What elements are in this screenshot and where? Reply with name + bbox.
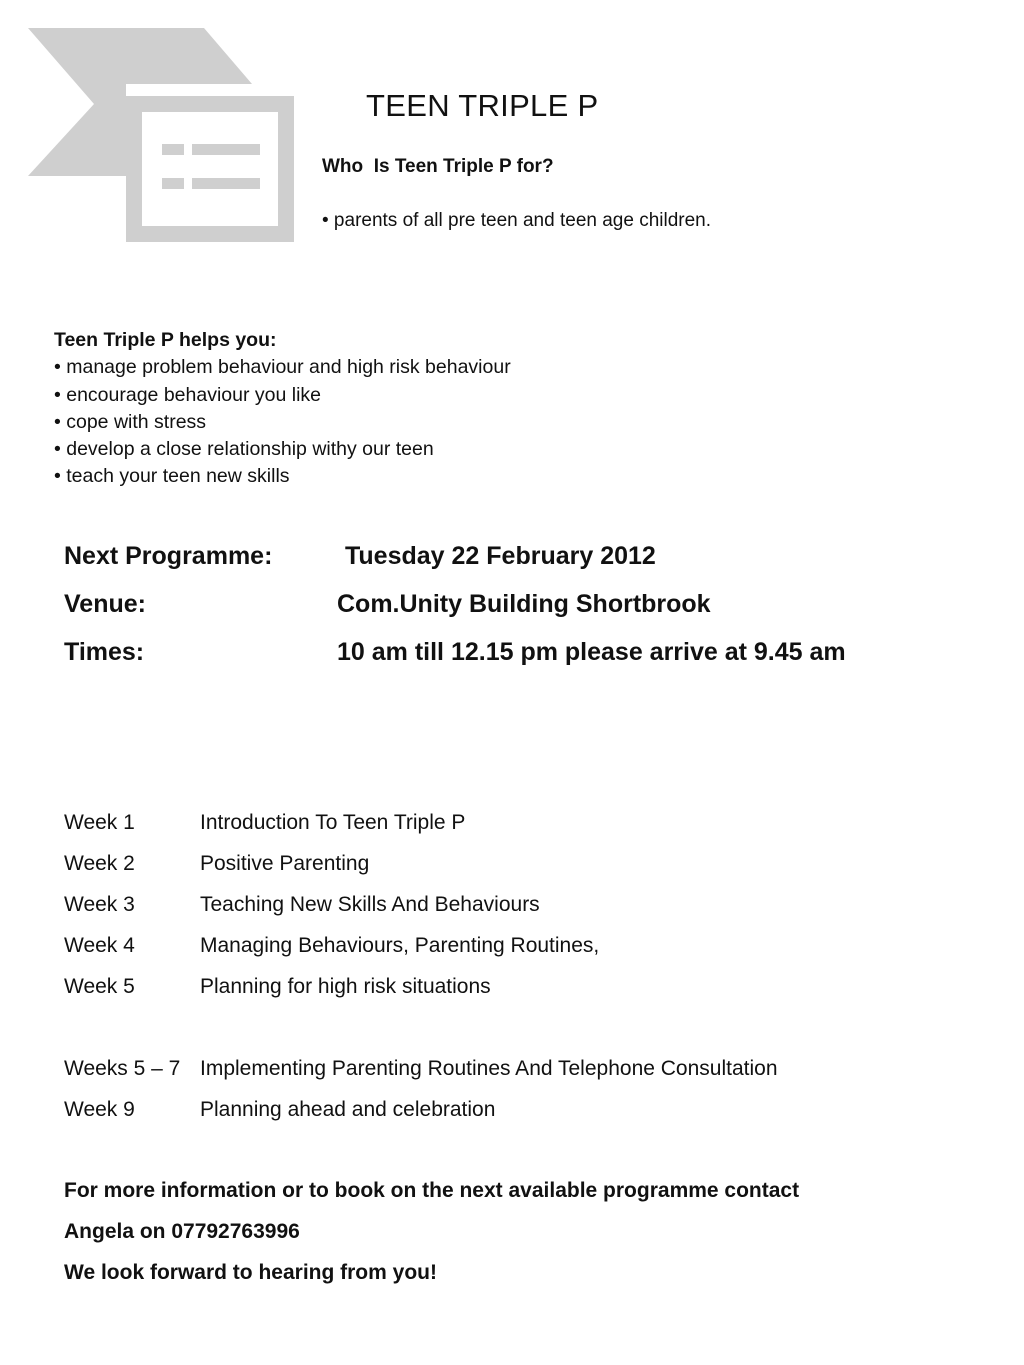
venue-row xyxy=(64,584,846,632)
document-list-icon xyxy=(26,26,298,244)
weeks-schedule xyxy=(64,806,778,1134)
week-topic: Planning ahead and celebration xyxy=(200,1098,496,1121)
table-row xyxy=(64,1052,778,1093)
spacer xyxy=(64,1011,778,1052)
table-row xyxy=(64,806,778,847)
week-topic: Planning for high risk situations xyxy=(200,975,491,998)
week-topic: Positive Parenting xyxy=(200,852,370,875)
list-item: • develop a close relationship withy our teen xyxy=(54,438,434,461)
week-topic: Managing Behaviours, Parenting Routines, xyxy=(200,934,600,957)
next-programme-row xyxy=(64,536,846,584)
week-label: Week 4 xyxy=(64,934,135,957)
table-row xyxy=(64,929,778,970)
who-heading: Who Is Teen Triple P for? xyxy=(322,156,554,177)
list-item: • teach your teen new skills xyxy=(54,465,290,488)
who-item: • parents of all pre teen and teen age children. xyxy=(322,210,712,231)
times-value: 10 am till 12.15 pm please arrive at 9.45 am xyxy=(337,638,846,666)
venue-label: Venue: xyxy=(64,590,146,618)
table-row xyxy=(64,847,778,888)
table-row xyxy=(64,1093,778,1134)
contact-section xyxy=(64,1174,799,1297)
page-title: TEEN TRIPLE P xyxy=(366,88,599,123)
next-programme-label: Next Programme: xyxy=(64,542,273,570)
times-label: Times: xyxy=(64,638,145,666)
next-programme-value: Tuesday 22 February 2012 xyxy=(345,542,656,570)
week-label: Week 1 xyxy=(64,811,135,834)
list-item: • encourage behaviour you like xyxy=(54,383,322,406)
table-row xyxy=(64,970,778,1011)
week-label: Week 2 xyxy=(64,852,135,875)
programme-details xyxy=(64,536,846,680)
week-topic: Introduction To Teen Triple P xyxy=(200,811,466,834)
list-item: • cope with stress xyxy=(54,410,207,433)
week-label: Week 5 xyxy=(64,975,135,998)
closing-line: We look forward to hearing from you! xyxy=(64,1261,437,1284)
week-label: Week 9 xyxy=(64,1098,135,1121)
week-topic: Teaching New Skills And Behaviours xyxy=(200,893,540,916)
venue-value: Com.Unity Building Shortbrook xyxy=(337,590,711,618)
week-label: Week 3 xyxy=(64,893,135,916)
week-topic: Implementing Parenting Routines And Telephone Consultation xyxy=(200,1057,778,1080)
helps-section xyxy=(54,327,511,491)
helps-heading: Teen Triple P helps you: xyxy=(54,329,277,351)
contact-phone: Angela on 07792763996 xyxy=(64,1220,300,1243)
list-item: • manage problem behaviour and high risk behaviour xyxy=(54,356,511,379)
week-label: Weeks 5 – 7 xyxy=(64,1057,181,1080)
helps-list xyxy=(54,354,511,490)
contact-line: For more information or to book on the next available programme contact xyxy=(64,1179,800,1202)
table-row xyxy=(64,888,778,929)
times-row xyxy=(64,632,846,680)
